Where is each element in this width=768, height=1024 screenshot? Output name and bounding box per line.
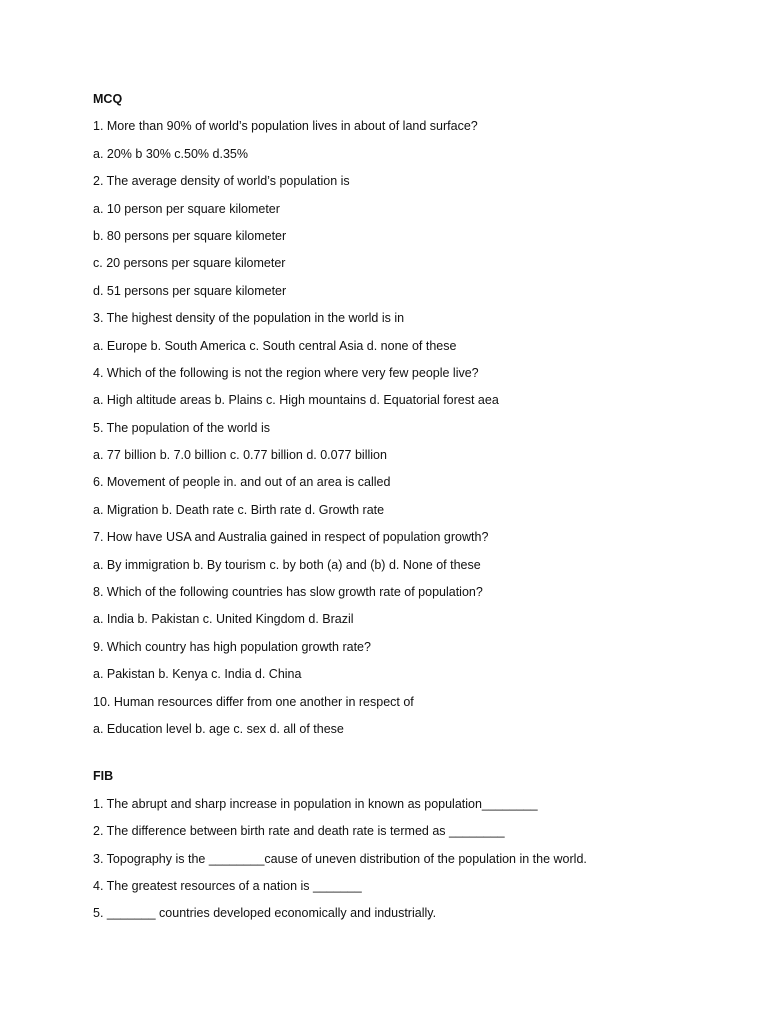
mcq-line: a. 20% b 30% c.50% d.35% [93,146,248,161]
mcq-line: a. Migration b. Death rate c. Birth rate d. Growth rate [93,502,385,517]
mcq-line: a. Education level b. age c. sex d. all of these [93,721,344,736]
mcq-line: 5. The population of the world is [93,420,270,435]
mcq-line: 6. Movement of people in. and out of an area is called [93,475,391,490]
mcq-line: 9. Which country has high population growth rate? [93,639,371,654]
mcq-line: a. By immigration b. By tourism c. by both (a) and (b) d. None of these [93,557,481,572]
fib-line: 4. The greatest resources of a nation is _______ [93,878,362,893]
mcq-line: 3. The highest density of the population in the world is in [93,311,405,326]
mcq-line: 10. Human resources differ from one another in respect of [93,694,414,709]
mcq-line: 7. How have USA and Australia gained in respect of population growth? [93,530,489,545]
fib-line: 2. The difference between birth rate and death rate is termed as ________ [93,824,505,839]
document-page [93,86,733,928]
mcq-line: a. Europe b. South America c. South central Asia d. none of these [93,338,457,353]
fib-line: 5. _______ countries developed economically and industrially. [93,906,437,921]
mcq-line: b. 80 persons per square kilometer [93,228,287,243]
fib-heading: FIB [93,769,114,784]
mcq-line: a. 77 billion b. 7.0 billion c. 0.77 billion d. 0.077 billion [93,448,387,463]
mcq-line: 1. More than 90% of world’s population lives in about of land surface? [93,119,478,134]
mcq-line: a. 10 person per square kilometer [93,201,280,216]
section-gap [93,743,733,763]
mcq-list [93,113,733,743]
mcq-line: 2. The average density of world’s population is [93,174,350,189]
mcq-line: a. High altitude areas b. Plains c. High mountains d. Equatorial forest aea [93,393,499,408]
mcq-line: a. Pakistan b. Kenya c. India d. China [93,667,302,682]
fib-line: 3. Topography is the ________cause of uneven distribution of the population in the world. [93,851,587,866]
fib-line: 1. The abrupt and sharp increase in population in known as population________ [93,796,538,811]
mcq-line: 8. Which of the following countries has slow growth rate of population? [93,585,483,600]
fib-list [93,791,733,928]
mcq-line: a. India b. Pakistan c. United Kingdom d. Brazil [93,612,354,627]
mcq-line: d. 51 persons per square kilometer [93,283,287,298]
mcq-heading: MCQ [93,92,123,106]
mcq-line: 4. Which of the following is not the region where very few people live? [93,365,479,380]
mcq-line: c. 20 persons per square kilometer [93,256,286,271]
